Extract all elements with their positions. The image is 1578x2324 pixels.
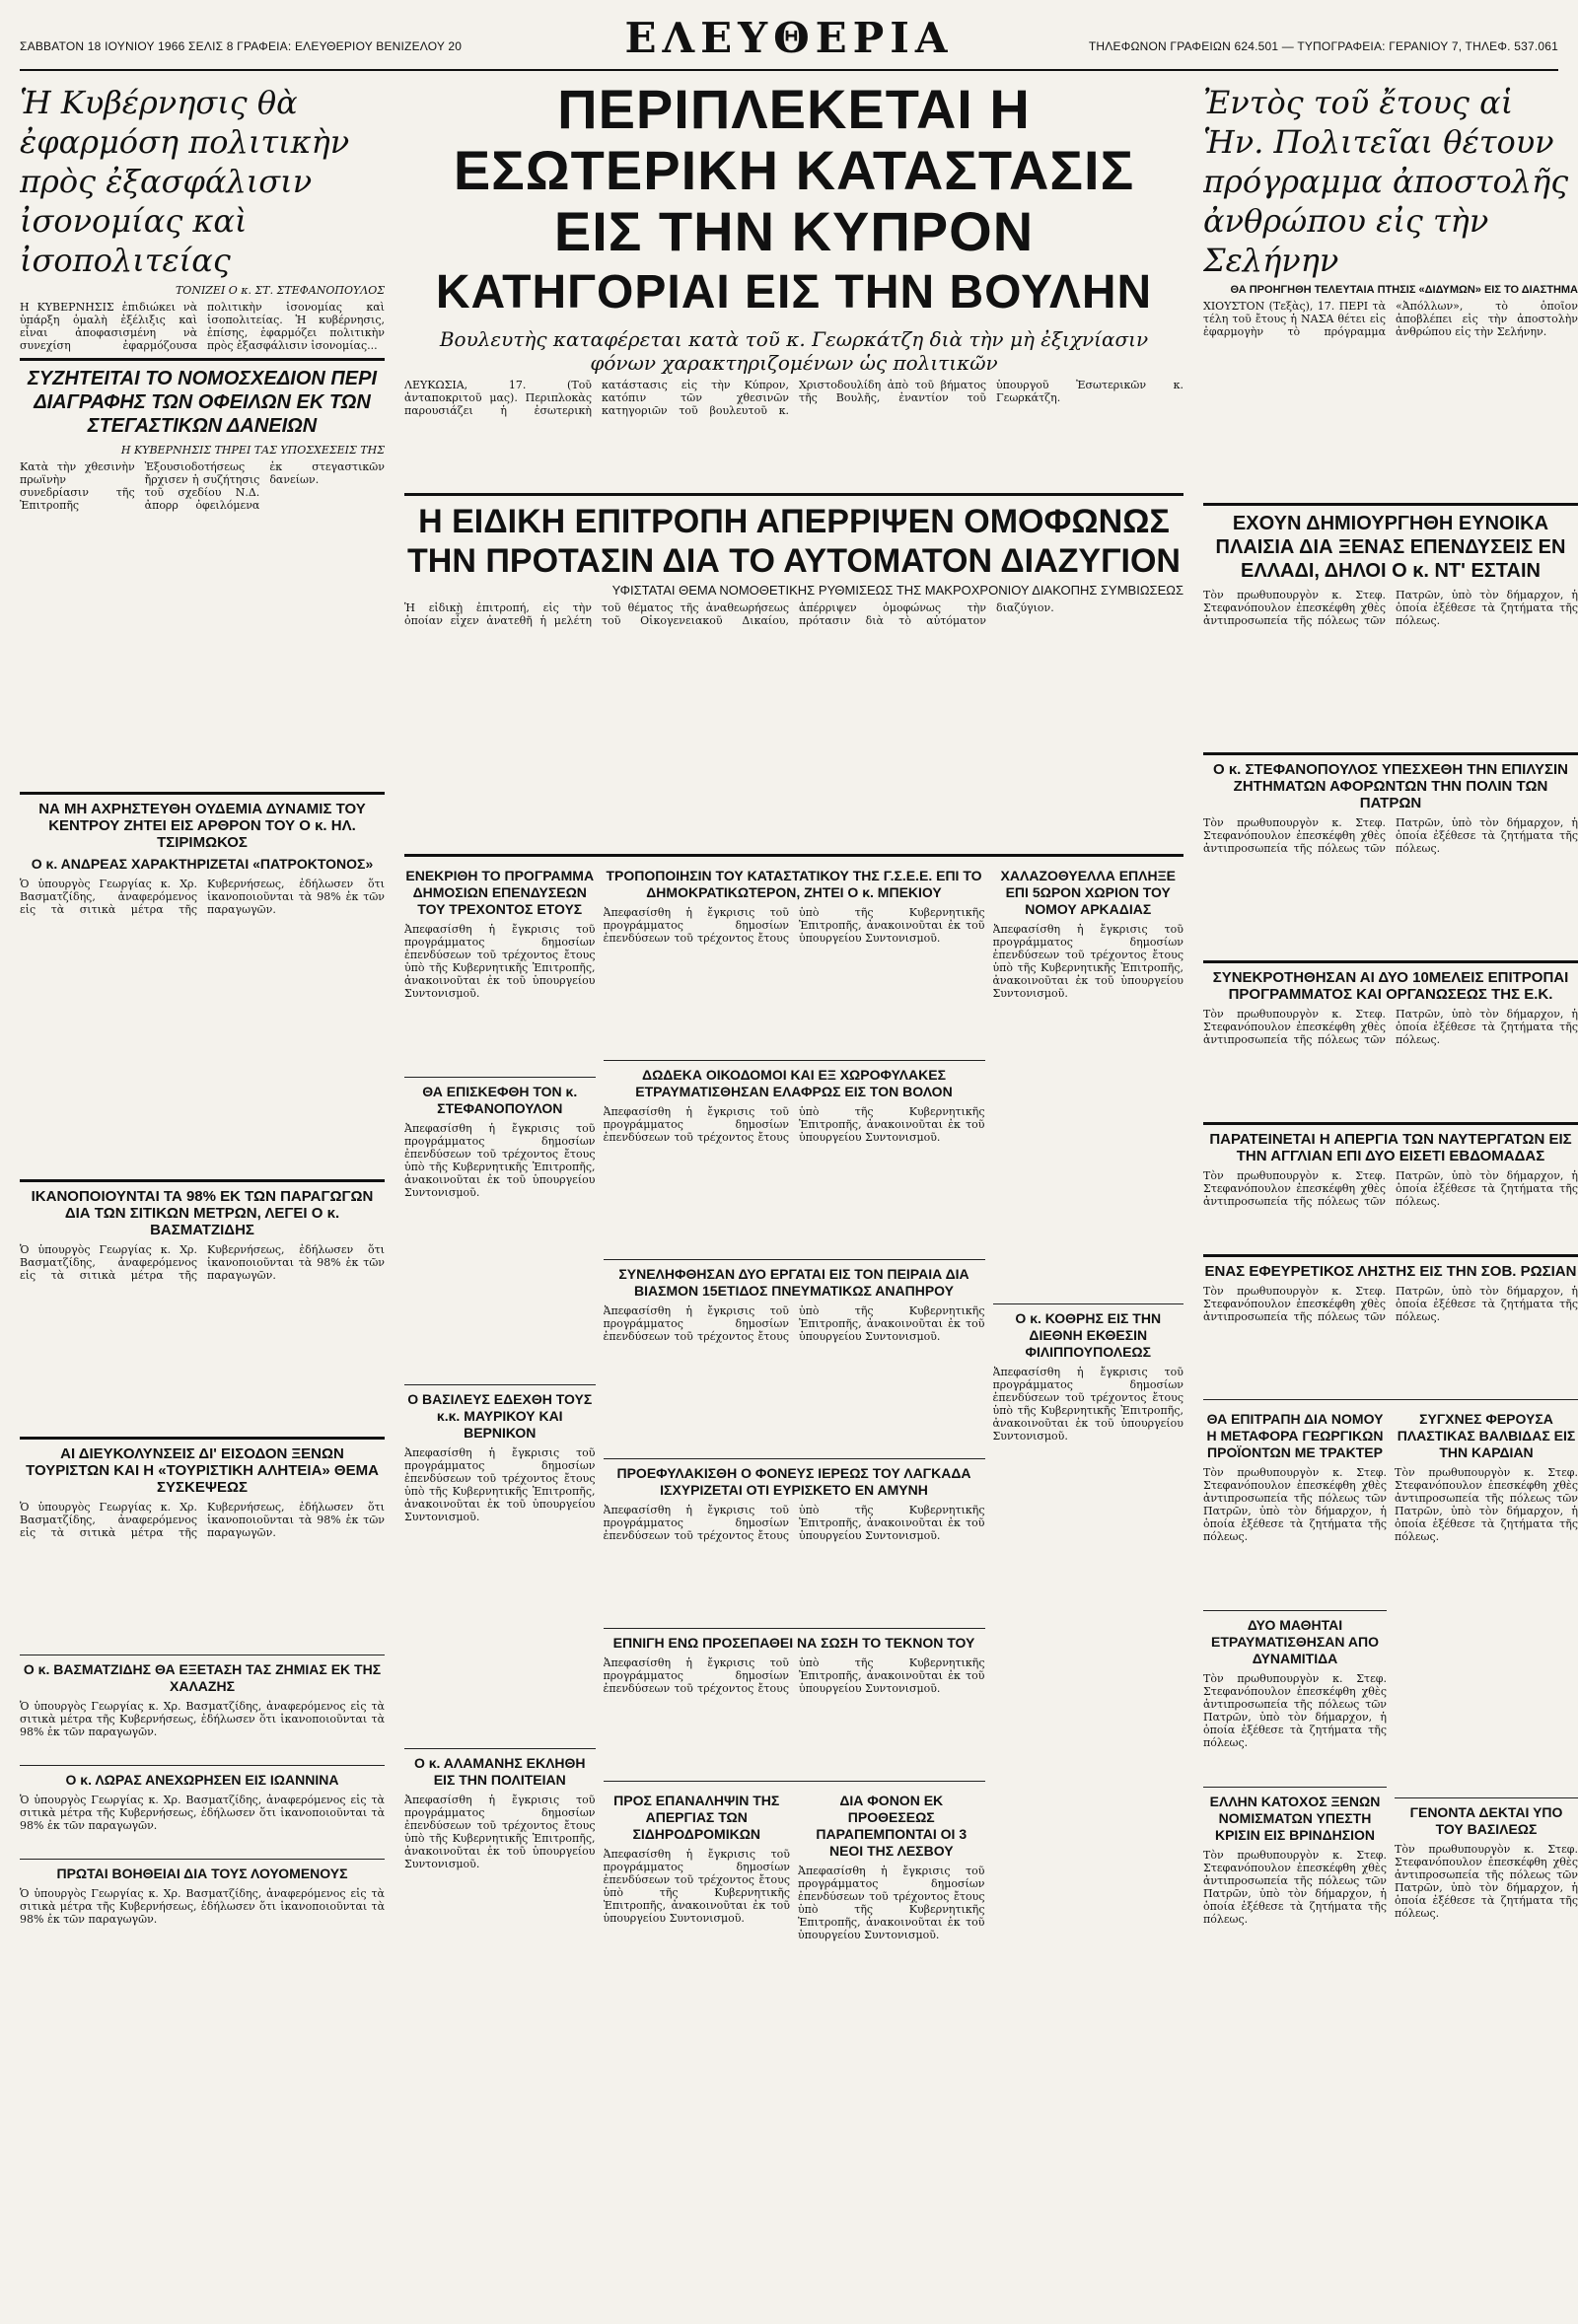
article-lesvos: Ἀπεφασίσθη ἡ ἔγκρισις τοῦ προγράμματος δημοσίων ἐπενδύσεων τοῦ τρέχοντος ἔτους ὑπὸ τῆς Κυβερνητικῆς Ἐπιτροπῆς, ἀνακοινοῦται ἐκ τοῦ ὑπουργείου Συντονισμοῦ. xyxy=(798,1865,985,1941)
masthead-date-address: ΣΑΒΒΑΤΟΝ 18 ΙΟΥΝΙΟΥ 1966 ΣΕΛΙΣ 8 ΓΡΑΦΕΙΑ: ΕΛΕΥΘΕΡΙΟΥ ΒΕΝΙΖΕΛΟΥ 20 xyxy=(20,39,463,53)
article-first-aid: Ὁ ὑπουργὸς Γεωργίας κ. Χρ. Βασματζίδης, ἀναφερόμενος εἰς τὰ σιτικὰ μέτρα τῆς Κυβερνήσεως, ἐδήλωσεν ὅτι ἱκανοποιοῦνται τὰ 98% ἐκ τῶν παραγωγῶν. xyxy=(20,1887,385,1926)
article-gsee: Ἀπεφασίσθη ἡ ἔγκρισις τοῦ προγράμματος δημοσίων ἐπενδύσεων τοῦ τρέχοντος ἔτους ὑπὸ τῆς Κυβερνητικῆς Ἐπιτροπῆς, ἀνακοινοῦται ἐκ τοῦ ὑπουργείου Συντονισμοῦ. xyxy=(603,906,985,945)
center-subcol-3 xyxy=(993,863,1184,1997)
headline-drowned: ΕΠΝΙΓΗ ΕΝΩ ΠΡΟΣΕΠΑΘΕΙ ΝΑ ΣΩΣΗ ΤΟ ΤΕΚΝΟΝ ΤΟΥ xyxy=(612,1635,975,1651)
headline-visit-stefanopoulos: ΘΑ ΕΠΙΣΚΕΦΘΗ ΤΟΝ κ. ΣΤΕΦΑΝΟΠΟΥΛΟΝ xyxy=(422,1084,578,1116)
article-tsirimokos: Ὁ ὑπουργὸς Γεωργίας κ. Χρ. Βασματζίδης, ἀναφερόμενος εἰς τὰ σιτικὰ μέτρα τῆς Κυβερνήσεως, ἐδήλωσεν ὅτι ἱκανοποιοῦνται τὰ 98% ἐκ τῶν παραγωγῶν. xyxy=(20,878,385,916)
headline-moon-program: Ἐντὸς τοῦ ἔτους αἱ Ἡν. Πολιτεῖαι θέτουν πρόγραμμα ἀποστολῆς ἀνθρώπου εἰς τὴν Σελήνην xyxy=(1203,84,1569,279)
headline-loras: Ο κ. ΛΩΡΑΣ ΑΝΕΧΩΡΗΣΕΝ ΕΙΣ ΙΩΑΝΝΙΝΑ xyxy=(65,1772,339,1788)
subheadline-divorce: ΥΦΙΣΤΑΤΑΙ ΘΕΜΑ ΝΟΜΟΘΕΤΙΚΗΣ ΡΥΘΜΙΣΕΩΣ ΤΗΣ ΜΑΚΡΟΧΡΟΝΙΟΥ ΔΙΑΚΟΠΗΣ ΣΥΜΒΙΩΣΕΩΣ xyxy=(611,583,1184,598)
headline-grain-measures: ΙΚΑΝΟΠΟΙΟΥΝΤΑΙ ΤΑ 98% ΕΚ ΤΩΝ ΠΑΡΑΓΩΓΩΝ ΔΙΑ ΤΩΝ ΣΙΤΙΚΩΝ ΜΕΤΡΩΝ, ΛΕΓΕΙ Ο κ. ΒΑΣΜΑΤΖΙΔΗΣ xyxy=(31,1188,374,1238)
headline-lesvos: ΔΙΑ ΦΟΝΟΝ ΕΚ ΠΡΟΘΕΣΕΩΣ ΠΑΡΑΠΕΜΠΟΝΤΑΙ ΟΙ 3 ΝΕΟΙ ΤΗΣ ΛΕΣΒΟΥ xyxy=(816,1793,968,1859)
article-seamen: Τὸν πρωθυπουργὸν κ. Στεφ. Στεφανόπουλον ἐπεσκέφθη χθὲς ἀντιπροσωπεία τῆς πόλεως τῶν Πατρῶν, ὑπὸ τὸν δήμαρχον, ἡ ὁποία ἐξέθεσε τὰ ζητήματα τῆς πόλεως. xyxy=(1203,1169,1578,1208)
headline-king-received: Ο ΒΑΣΙΛΕΥΣ ΕΔΕΧΘΗ ΤΟΥΣ κ.κ. ΜΑΥΡΙΚΟΥ ΚΑΙ ΒΕΡΝΙΚΟΝ xyxy=(407,1391,593,1441)
headline-railway-strike: ΠΡΟΣ ΕΠΑΝΑΛΗΨΙΝ ΤΗΣ ΑΠΕΡΓΙΑΣ ΤΩΝ ΣΙΔΗΡΟΔΡΟΜΙΚΩΝ xyxy=(613,1793,780,1842)
headline-received-by-king: ΓΕΝΟΝΤΑ ΔΕΚΤΑΙ ΥΠΟ ΤΟΥ ΒΑΣΙΛΕΩΣ xyxy=(1409,1804,1563,1837)
columns xyxy=(20,79,1578,2278)
newspaper-title: ΕΛΕΥΘΕΡΙΑ xyxy=(624,14,954,62)
article-king: Ἀπεφασίσθη ἡ ἔγκρισις τοῦ προγράμματος δημοσίων ἐπενδύσεων τοῦ τρέχοντος ἔτους ὑπὸ τῆς Κυβερνητικῆς Ἐπιτροπῆς, ἀνακοινοῦται ἐκ τοῦ ὑπουργείου Συντονισμοῦ. xyxy=(404,1446,596,1523)
headline-gsee: ΤΡΟΠΟΠΟΙΗΣΙΝ ΤΟΥ ΚΑΤΑΣΤΑΤΙΚΟΥ ΤΗΣ Γ.Σ.Ε.Ε. ΕΠΙ ΤΟ ΔΗΜΟΚΡΑΤΙΚΩΤΕΡΟΝ, ΖΗΤΕΙ Ο κ. ΜΠΕΚΙΟΥ xyxy=(606,868,982,900)
article-heart: Τὸν πρωθυπουργὸν κ. Στεφ. Στεφανόπουλον ἐπεσκέφθη χθὲς ἀντιπροσωπεία τῆς πόλεως τῶν Πατρῶν, ὑπὸ τὸν δήμαρχον, ἡ ὁποία ἐξέθεσε τὰ ζητήματα τῆς πόλεως. xyxy=(1395,1466,1578,1543)
left-column xyxy=(20,79,385,2278)
subheadline-gemini: ΘΑ ΠΡΟΗΓΗΘΗ ΤΕΛΕΥΤΑΙΑ ΠΤΗΣΙΣ «ΔΙΔΥΜΩΝ» ΕΙΣ ΤΟ ΔΙΑΣΤΗΜΑ xyxy=(1230,284,1578,296)
article-dynamite: Τὸν πρωθυπουργὸν κ. Στεφ. Στεφανόπουλον ἐπεσκέφθη χθὲς ἀντιπροσωπεία τῆς πόλεως τῶν Πατρῶν, ὑπὸ τὸν δήμαρχον, ἡ ὁποία ἐξέθεσε τὰ ζητήματα τῆς πόλεως. xyxy=(1203,1672,1387,1749)
headline-alamanis: Ο κ. ΑΛΑΜΑΝΗΣ ΕΚΛΗΘΗ ΕΙΣ ΤΗΝ ΠΟΛΙΤΕΙΑΝ xyxy=(413,1755,586,1788)
headline-divorce: Η ΕΙΔΙΚΗ ΕΠΙΤΡΟΠΗ ΑΠΕΡΡΙΨΕΝ ΟΜΟΦΩΝΩΣ ΤΗΝ ΠΡΟΤΑΣΙΝ ΔΙΑ ΤΟ ΑΥΤΟΜΑΤΟΝ ΔΙΑΖΥΓΙΟΝ xyxy=(407,503,1181,580)
subheadline-cyprus: Βουλευτὴς καταφέρεται κατὰ τοῦ κ. Γεωρκάτζη διὰ τὴν μὴ ἐξιχνίασιν φόνων χαρακτηριζομένων ὡς πολιτικῶν xyxy=(439,327,1149,375)
headline-brindisi: ΕΛΛΗΝ ΚΑΤΟΧΟΣ ΞΕΝΩΝ ΝΟΜΙΣΜΑΤΩΝ ΥΠΕΣΤΗ ΚΡΙΣΙΝ ΕΙΣ ΒΡΙΝΔΗΣΙΟΝ xyxy=(1209,1794,1381,1843)
article-cyprus: ΛΕΥΚΩΣΙΑ, 17. (Τοῦ ἀνταποκριτοῦ μας). Περιπλοκὰς παρουσιάζει ἡ ἐσωτερικὴ κατάστασις εἰς τὴν Κύπρον, κατόπιν τῶν χθεσινῶν κατηγοριῶν τοῦ βουλευτοῦ κ. Χριστοδουλίδη ἀπὸ τοῦ βήματος τῆς Βουλῆς, ἐναντίον τοῦ ὑπουργοῦ Ἐσωτερικῶν κ. Γεωρκάτζη. xyxy=(404,379,1184,417)
article-drowned: Ἀπεφασίσθη ἡ ἔγκρισις τοῦ προγράμματος δημοσίων ἐπενδύσεων τοῦ τρέχοντος ἔτους ὑπὸ τῆς Κυβερνητικῆς Ἐπιτροπῆς, ἀνακοινοῦται ἐκ τοῦ ὑπουργείου Συντονισμοῦ. xyxy=(603,1656,985,1695)
article-brindisi: Τὸν πρωθυπουργὸν κ. Στεφ. Στεφανόπουλον ἐπεσκέφθη χθὲς ἀντιπροσωπεία τῆς πόλεως τῶν Πατρῶν, ὑπὸ τὸν δήμαρχον, ἡ ὁποία ἐξέθεσε τὰ ζητήματα τῆς πόλεως. xyxy=(1203,1849,1387,1926)
center-subcol-2 xyxy=(604,863,985,1997)
article-divorce: Ἡ εἰδικὴ ἐπιτροπή, εἰς τὴν ὁποίαν εἶχεν ἀνατεθῆ ἡ μελέτη τοῦ θέματος τῆς ἀναθεωρήσεως τοῦ Οἰκογενειακοῦ Δικαίου, ἀπέρριψεν ὁμοφώνως τὴν πρότασιν διὰ τὸ αὐτόματον διαζύγιον. xyxy=(404,601,1054,627)
article-government: Η ΚΥΒΕΡΝΗΣΙΣ ἐπιδιώκει νὰ ὑπάρξη ὁμαλὴ ἐξέλιξις καὶ εἶναι ἀποφασισμένη νὰ συνεχίση ἐφαρμόζουσα πολιτικὴν ἰσονομίας καὶ ἰσοπολιτείας. Ἡ κυβέρνησις, ἐπίσης, ἐφαρμόζει πολιτικὴν πρὸς ἐξασφάλισιν ἰσονομίας... xyxy=(20,301,385,352)
article-tourists: Ὁ ὑπουργὸς Γεωργίας κ. Χρ. Βασματζίδης, ἀναφερόμενος εἰς τὰ σιτικὰ μέτρα τῆς Κυβερνήσεως, ἐδήλωσεν ὅτι ἱκανοποιοῦνται τὰ 98% ἐκ τῶν παραγωγῶν. xyxy=(20,1501,385,1539)
headline-piraeus: ΣΥΝΕΛΗΦΘΗΣΑΝ ΔΥΟ ΕΡΓΑΤΑΙ ΕΙΣ ΤΟΝ ΠΕΙΡΑΙΑ ΔΙΑ ΒΙΑΣΜΟΝ 15ΕΤΙΔΟΣ ΠΝΕΥΜΑΤΙΚΩΣ ΑΝΑΠΗΡΟΥ xyxy=(618,1266,969,1299)
article-hail: Ὁ ὑπουργὸς Γεωργίας κ. Χρ. Βασματζίδης, ἀναφερόμενος εἰς τὰ σιτικὰ μέτρα τῆς Κυβερνήσεως, ἐδήλωσεν ὅτι ἱκανοποιοῦνται τὰ 98% ἐκ τῶν παραγωγῶν. xyxy=(20,1700,385,1738)
article-robber: Τὸν πρωθυπουργὸν κ. Στεφ. Στεφανόπουλον ἐπεσκέφθη χθὲς ἀντιπροσωπεία τῆς πόλεως τῶν Πατρῶν, ὑπὸ τὸν δήμαρχον, ἡ ὁποία ἐξέθεσε τὰ ζητήματα τῆς πόλεως. xyxy=(1203,1285,1578,1323)
masthead xyxy=(20,14,1558,71)
article-grain: Ὁ ὑπουργὸς Γεωργίας κ. Χρ. Βασματζίδης, ἀναφερόμενος εἰς τὰ σιτικὰ μέτρα τῆς Κυβερνήσεως, ἐδήλωσεν ὅτι ἱκανοποιοῦνται τὰ 98% ἐκ τῶν παραγωγῶν. xyxy=(20,1243,385,1282)
article-alamanis: Ἀπεφασίσθη ἡ ἔγκρισις τοῦ προγράμματος δημοσίων ἐπενδύσεων τοῦ τρέχοντος ἔτους ὑπὸ τῆς Κυβερνητικῆς Ἐπιτροπῆς, ἀνακοινοῦται ἐκ τοῦ ὑπουργείου Συντονισμοῦ. xyxy=(404,1794,596,1870)
headline-heart-valves: ΣΥΓΧΝΕΣ ΦΕΡΟΥΣΑ ΠΛΑΣΤΙΚΑΣ ΒΑΛΒΙΔΑΣ ΕΙΣ ΤΗΝ ΚΑΡΔΙΑΝ xyxy=(1397,1411,1576,1460)
article-lagkadas: Ἀπεφασίσθη ἡ ἔγκρισις τοῦ προγράμματος δημοσίων ἐπενδύσεων τοῦ τρέχοντος ἔτους ὑπὸ τῆς Κυβερνητικῆς Ἐπιτροπῆς, ἀνακοινοῦται ἐκ τοῦ ὑπουργείου Συντονισμοῦ. xyxy=(603,1504,985,1542)
article-moon: ΧΙΟΥΣΤΟΝ (Τεξὰς), 17. ΠΕΡΙ τὰ τέλη τοῦ ἔτους ἡ ΝΑΣΑ θέτει εἰς ἐφαρμογὴν τὸ πρόγραμμα «Ἀπόλλων», τὸ ὁποῖον ἀποβλέπει εἰς τὴν ἀποστολὴν ἀνθρώπου εἰς τὴν Σελήνην. xyxy=(1203,300,1578,338)
headline-first-aid: ΠΡΩΤΑΙ ΒΟΗΘΕΙΑΙ ΔΙΑ ΤΟΥΣ ΛΟΥΟΜΕΝΟΥΣ xyxy=(56,1866,348,1881)
right-column xyxy=(1203,79,1578,2278)
article-kothris: Ἀπεφασίσθη ἡ ἔγκρισις τοῦ προγράμματος δημοσίων ἐπενδύσεων τοῦ τρέχοντος ἔτους ὑπὸ τῆς Κυβερνητικῆς Ἐπιτροπῆς, ἀνακοινοῦται ἐκ τοῦ ὑπουργείου Συντονισμοῦ. xyxy=(992,1366,1184,1443)
article-volos: Ἀπεφασίσθη ἡ ἔγκρισις τοῦ προγράμματος δημοσίων ἐπενδύσεων τοῦ τρέχοντος ἔτους ὑπὸ τῆς Κυβερνητικῆς Ἐπιτροπῆς, ἀνακοινοῦται ἐκ τοῦ ὑπουργείου Συντονισμοῦ. xyxy=(603,1105,985,1144)
article-committees: Τὸν πρωθυπουργὸν κ. Στεφ. Στεφανόπουλον ἐπεσκέφθη χθὲς ἀντιπροσωπεία τῆς πόλεως τῶν Πατρῶν, ὑπὸ τὸν δήμαρχον, ἡ ὁποία ἐξέθεσε τὰ ζητήματα τῆς πόλεως. xyxy=(1203,1008,1578,1046)
article-loras: Ὁ ὑπουργὸς Γεωργίας κ. Χρ. Βασματζίδης, ἀναφερόμενος εἰς τὰ σιτικὰ μέτρα τῆς Κυβερνήσεως, ἐδήλωσεν ὅτι ἱκανοποιοῦνται τὰ 98% ἐκ τῶν παραγωγῶν. xyxy=(20,1794,385,1832)
article-railway: Ἀπεφασίσθη ἡ ἔγκρισις τοῦ προγράμματος δημοσίων ἐπενδύσεων τοῦ τρέχοντος ἔτους ὑπὸ τῆς Κυβερνητικῆς Ἐπιτροπῆς, ἀνακοινοῦται ἐκ τοῦ ὑπουργείου Συντονισμοῦ. xyxy=(603,1848,790,1925)
headline-patras: Ο κ. ΣΤΕΦΑΝΟΠΟΥΛΟΣ ΥΠΕΣΧΕΘΗ ΤΗΝ ΕΠΙΛΥΣΙΝ ΖΗΤΗΜΑΤΩΝ ΑΦΟΡΩΝΤΩΝ ΤΗΝ ΠΟΛΙΝ ΤΩΝ ΠΑΤΡΩΝ xyxy=(1212,761,1568,811)
headline-hailstorm-arcadia: ΧΑΛΑΖΟΘΥΕΛΛΑ ΕΠΛΗΞΕ ΕΠΙ 5ΩΡΟΝ ΧΩΡΙΟΝ ΤΟΥ ΝΟΜΟΥ ΑΡΚΑΔΙΑΣ xyxy=(1000,868,1176,917)
headline-inventive-robber: ΕΝΑΣ ΕΦΕΥΡΕΤΙΚΟΣ ΛΗΣΤΗΣ ΕΙΣ ΤΗΝ ΣΟΒ. ΡΩΣΙΑΝ xyxy=(1204,1263,1577,1280)
headline-government: Ἡ Κυβέρνησις θὰ ἐφαρμόση πολιτικὴν πρὸς ἐξασφάλισιν ἰσονομίας καὶ ἰσοπολιτείας xyxy=(20,84,350,279)
headline-lagkadas: ΠΡΟΕΦΥΛΑΚΙΣΘΗ Ο ΦΟΝΕΥΣ ΙΕΡΕΩΣ ΤΟΥ ΛΑΓΚΑΔΑ ΙΣΧΥΡΙΖΕΤΑΙ ΟΤΙ ΕΥΡΙΣΚΕΤΟ ΕΝ ΑΜΥΝΗ xyxy=(616,1465,971,1498)
headline-tractor: ΘΑ ΕΠΙΤΡΑΠΗ ΔΙΑ ΝΟΜΟΥ Η ΜΕΤΑΦΟΡΑ ΓΕΩΡΓΙΚΩΝ ΠΡΟΪΟΝΤΩΝ ΜΕ ΤΡΑΚΤΕΡ xyxy=(1206,1411,1384,1460)
article-visit: Ἀπεφασίσθη ἡ ἔγκρισις τοῦ προγράμματος δημοσίων ἐπενδύσεων τοῦ τρέχοντος ἔτους ὑπὸ τῆς Κυβερνητικῆς Ἐπιτροπῆς, ἀνακοινοῦται ἐκ τοῦ ὑπουργείου Συντονισμοῦ. xyxy=(404,1122,596,1199)
article-piraeus: Ἀπεφασίσθη ἡ ἔγκρισις τοῦ προγράμματος δημοσίων ἐπενδύσεων τοῦ τρέχοντος ἔτους ὑπὸ τῆς Κυβερνητικῆς Ἐπιτροπῆς, ἀνακοινοῦται ἐκ τοῦ ὑπουργείου Συντονισμοῦ. xyxy=(603,1304,985,1343)
headline-investment: ΕΝΕΚΡΙΘΗ ΤΟ ΠΡΟΓΡΑΜΜΑ ΔΗΜΟΣΙΩΝ ΕΠΕΝΔΥΣΕΩΝ ΤΟΥ ΤΡΕΧΟΝΤΟΣ ΕΤΟΥΣ xyxy=(405,868,595,917)
masthead-phones: ΤΗΛΕΦΩΝΟΝ ΓΡΑΦΕΙΩΝ 624.501 — ΤΥΠΟΓΡΑΦΕΙΑ: ΓΕΡΑΝΙΟΥ 7, ΤΗΛΕΦ. 537.061 xyxy=(1088,39,1558,53)
article-investments: Τὸν πρωθυπουργὸν κ. Στεφ. Στεφανόπουλον ἐπεσκέφθη χθὲς ἀντιπροσωπεία τῆς πόλεως τῶν Πατρῶν, ὑπὸ τὸν δήμαρχον, ἡ ὁποία ἐξέθεσε τὰ ζητήματα τῆς πόλεως. xyxy=(1203,589,1578,627)
newspaper-page xyxy=(20,14,1578,2286)
headline-accusations: ΚΑΤΗΓΟΡΙΑΙ ΕΙΣ ΤΗΝ ΒΟΥΛΗΝ xyxy=(435,266,1153,318)
byline-stefanopoulos: ΤΟΝΙΖΕΙ Ο κ. ΣΤ. ΣΤΕΦΑΝΟΠΟΥΛΟΣ xyxy=(175,284,385,297)
byline-mortgage: Η ΚΥΒΕΡΝΗΣΙΣ ΤΗΡΕΙ ΤΑΣ ΥΠΟΣΧΕΣΕΙΣ ΤΗΣ xyxy=(120,444,385,457)
headline-seamen-strike: ΠΑΡΑΤΕΙΝΕΤΑΙ Η ΑΠΕΡΓΙΑ ΤΩΝ ΝΑΥΤΕΡΓΑΤΩΝ ΕΙΣ ΤΗΝ ΑΓΓΛΙΑΝ ΕΠΙ ΔΥΟ ΕΙΣΕΤΙ ΕΒΔΟΜΑΔΑΣ xyxy=(1209,1131,1572,1164)
headline-kothris: Ο κ. ΚΟΘΡΗΣ ΕΙΣ ΤΗΝ ΔΙΕΘΝΗ ΕΚΘΕΣΙΝ ΦΙΛΙΠΠΟΥΠΟΛΕΩΣ xyxy=(1015,1310,1162,1360)
lower-center-grid xyxy=(404,863,1184,1997)
center-subcol-1 xyxy=(404,863,596,1997)
headline-dynamite: ΔΥΟ ΜΑΘΗΤΑΙ ΕΤΡΑΥΜΑΤΙΣΘΗΣΑΝ ΑΠΟ ΔΥΝΑΜΙΤΙΔΑ xyxy=(1211,1617,1379,1666)
headline-investments-deestain: ΕΧΟΥΝ ΔΗΜΙΟΥΡΓΗΘΗ ΕΥΝΟΙΚΑ ΠΛΑΙΣΙΑ ΔΙΑ ΞΕΝΑΣ ΕΠΕΝΔΥΣΕΙΣ ΕΝ ΕΛΛΑΔΙ, ΔΗΛΟΙ Ο κ. ΝΤ' ΕΣΤΑΙΝ xyxy=(1215,513,1566,582)
headline-cyprus: ΠΕΡΙΠΛΕΚΕΤΑΙ Η ΕΣΩΤΕΡΙΚΗ ΚΑΤΑΣΤΑΣΙΣ ΕΙΣ ΤΗΝ ΚΥΠΡΟΝ xyxy=(453,79,1135,262)
headline-tourists: ΑΙ ΔΙΕΥΚΟΛΥΝΣΕΙΣ ΔΙ' ΕΙΣΟΔΟΝ ΞΕΝΩΝ ΤΟΥΡΙΣΤΩΝ ΚΑΙ Η «ΤΟΥΡΙΣΤΙΚΗ ΑΛΗΤΕΙΑ» ΘΕΜΑ ΣΥΣΚΕΨΕΩΣ xyxy=(26,1445,379,1496)
article-patras: Τὸν πρωθυπουργὸν κ. Στεφ. Στεφανόπουλον ἐπεσκέφθη χθὲς ἀντιπροσωπεία τῆς πόλεως τῶν Πατρῶν, ὑπὸ τὸν δήμαρχον, ἡ ὁποία ἐξέθεσε τὰ ζητήματα τῆς πόλεως. xyxy=(1203,816,1578,855)
article-received: Τὸν πρωθυπουργὸν κ. Στεφ. Στεφανόπουλον ἐπεσκέφθη χθὲς ἀντιπροσωπεία τῆς πόλεως τῶν Πατρῶν, ὑπὸ τὸν δήμαρχον, ἡ ὁποία ἐξέθεσε τὰ ζητήματα τῆς πόλεως. xyxy=(1395,1843,1578,1920)
article-arcadia: Ἀπεφασίσθη ἡ ἔγκρισις τοῦ προγράμματος δημοσίων ἐπενδύσεων τοῦ τρέχοντος ἔτους ὑπὸ τῆς Κυβερνητικῆς Ἐπιτροπῆς, ἀνακοινοῦται ἐκ τοῦ ὑπουργείου Συντονισμοῦ. xyxy=(992,923,1184,1000)
headline-hail-damage: Ο κ. ΒΑΣΜΑΤΖΙΔΗΣ ΘΑ ΕΞΕΤΑΣΗ ΤΑΣ ΖΗΜΙΑΣ ΕΚ ΤΗΣ ΧΑΛΑΖΗΣ xyxy=(23,1661,382,1694)
article-tractor: Τὸν πρωθυπουργὸν κ. Στεφ. Στεφανόπουλον ἐπεσκέφθη χθὲς ἀντιπροσωπεία τῆς πόλεως τῶν Πατρῶν, ὑπὸ τὸν δήμαρχον, ἡ ὁποία ἐξέθεσε τὰ ζητήματα τῆς πόλεως. xyxy=(1203,1466,1387,1543)
center-column xyxy=(404,79,1184,2278)
headline-tsirimokos: ΝΑ ΜΗ ΑΧΡΗΣΤΕΥΘΗ ΟΥΔΕΜΙΑ ΔΥΝΑΜΙΣ ΤΟΥ ΚΕΝΤΡΟΥ ΖΗΤΕΙ ΕΙΣ ΑΡΘΡΟΝ ΤΟΥ Ο κ. ΗΛ. ΤΣΙΡΙΜΩΚΟΣ xyxy=(38,801,366,851)
article-mortgage: Κατὰ τὴν χθεσινὴν πρωϊνὴν συνεδρίασιν τῆς Ἐπιτροπῆς Ἐξουσιοδοτήσεως ἤρχισεν ἡ συζήτησις τοῦ σχεδίου Ν.Δ. ἀπορρ ὀφειλόμενα ἐκ στεγαστικῶν δανείων. xyxy=(20,460,385,512)
article-investment: Ἀπεφασίσθη ἡ ἔγκρισις τοῦ προγράμματος δημοσίων ἐπενδύσεων τοῦ τρέχοντος ἔτους ὑπὸ τῆς Κυβερνητικῆς Ἐπιτροπῆς, ἀνακοινοῦται ἐκ τοῦ ὑπουργείου Συντονισμοῦ. xyxy=(404,923,596,1000)
headline-committees: ΣΥΝΕΚΡΟΤΗΘΗΣΑΝ ΑΙ ΔΥΟ 10ΜΕΛΕΙΣ ΕΠΙΤΡΟΠΑΙ ΠΡΟΓΡΑΜΜΑΤΟΣ ΚΑΙ ΟΡΓΑΝΩΣΕΩΣ ΤΗΣ Ε.Κ. xyxy=(1212,969,1569,1003)
subheadline-patroktonos: Ο κ. ΑΝΔΡΕΑΣ ΧΑΡΑΚΤΗΡΙΖΕΤΑΙ «ΠΑΤΡΟΚΤΟΝΟΣ» xyxy=(31,856,374,872)
headline-mortgage-bill: ΣΥΖΗΤΕΙΤΑΙ ΤΟ ΝΟΜΟΣΧΕΔΙΟΝ ΠΕΡΙ ΔΙΑΓΡΑΦΗΣ ΤΩΝ ΟΦΕΙΛΩΝ ΕΚ ΤΩΝ ΣΤΕΓΑΣΤΙΚΩΝ ΔΑΝΕΙΩΝ xyxy=(27,368,377,437)
headline-builders-volos: ΔΩΔΕΚΑ ΟΙΚΟΔΟΜΟΙ ΚΑΙ ΕΞ ΧΩΡΟΦΥΛΑΚΕΣ ΕΤΡΑΥΜΑΤΙΣΘΗΣΑΝ ΕΛΑΦΡΩΣ ΕΙΣ ΤΟΝ ΒΟΛΟΝ xyxy=(635,1067,953,1099)
